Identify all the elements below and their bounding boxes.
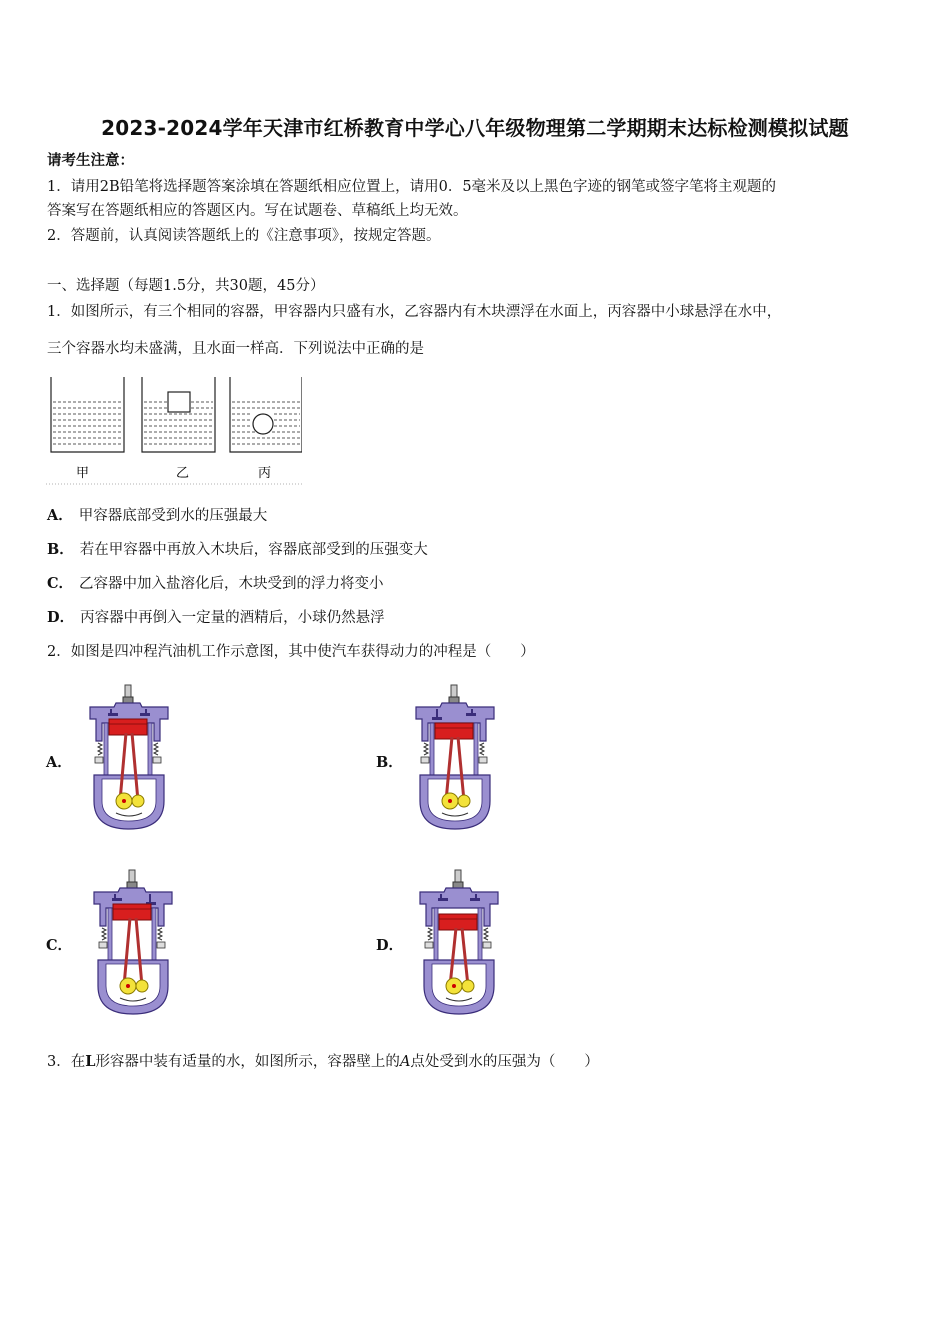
option-letter: B． <box>47 541 74 558</box>
notice-item-1-line-2: 答案写在答题纸相应的答题区内。写在试题卷、草稿纸上均无效。 <box>47 203 468 219</box>
q2-stem: 2．如图是四冲程汽油机工作示意图，其中使汽车获得动力的冲程是（ ） <box>47 644 535 660</box>
notice-heading: 请考生注意： <box>47 152 134 169</box>
q1-stem-line-1: 1．如图所示，有三个相同的容器，甲容器内只盛有水，乙容器内有木块漂浮在水面上，丙容器中小球悬浮在水中， <box>47 304 782 320</box>
option-text: 丙容器中再倒入一定量的酒精后，小球仍然悬浮 <box>80 610 385 626</box>
container-yi <box>142 377 215 452</box>
q2-option-d-label: D． <box>376 937 404 954</box>
q3-L: L <box>85 1053 96 1070</box>
option-letter: D． <box>47 609 75 626</box>
q3-mid: 形容器中装有适量的水，如图所示，容器壁上的 <box>95 1054 400 1070</box>
q3-suffix: 点处受到水的压强为（ ） <box>410 1054 599 1070</box>
q1-option-d <box>47 608 385 628</box>
q2-option-b-label: B． <box>376 754 403 771</box>
engine-diagram-c <box>84 868 184 1018</box>
option-text: 乙容器中加入盐溶化后，木块受到的浮力将变小 <box>79 576 384 592</box>
engine-diagram-a <box>80 683 180 833</box>
label-jia: 甲 <box>76 466 90 481</box>
option-letter: C． <box>47 575 74 592</box>
q2-option-a-label: A． <box>46 754 72 771</box>
section-heading: 一、选择题（每题1.5分，共30题，45分） <box>47 278 325 294</box>
notice-item-2: 2．答题前，认真阅读答题纸上的《注意事项》，按规定答题。 <box>47 228 441 244</box>
option-text: 甲容器底部受到水的压强最大 <box>78 508 268 524</box>
page-title: 2023-2024学年天津市红桥教育中学心八年级物理第二学期期末达标检测模拟试题 <box>101 116 849 140</box>
notice-item-1-line-1: 1．请用2B铅笔将选择题答案涂填在答题纸相应位置上，请用0．5毫米及以上黑色字迹的钢笔或签字笔将主观题的 <box>47 179 777 195</box>
engine-diagram-d <box>410 868 510 1018</box>
option-letter: A． <box>47 507 73 524</box>
q3-A: A <box>399 1054 411 1070</box>
q1-option-c <box>47 574 384 594</box>
engine-diagram-b <box>406 683 506 833</box>
label-yi: 乙 <box>176 466 190 481</box>
q1-stem-line-2: 三个容器水均未盛满，且水面一样高．下列说法中正确的是 <box>47 341 424 357</box>
q1-option-a <box>47 506 267 526</box>
label-bing: 丙 <box>258 466 272 481</box>
q1-option-b <box>47 540 428 560</box>
q3-stem <box>47 1052 599 1072</box>
q2-option-c-label: C． <box>46 937 73 954</box>
three-containers-figure <box>46 374 302 486</box>
container-bing <box>230 377 302 452</box>
q3-prefix: 3．在 <box>47 1054 86 1070</box>
option-text: 若在甲容器中再放入木块后，容器底部受到的压强变大 <box>79 542 428 558</box>
container-jia <box>51 377 124 452</box>
